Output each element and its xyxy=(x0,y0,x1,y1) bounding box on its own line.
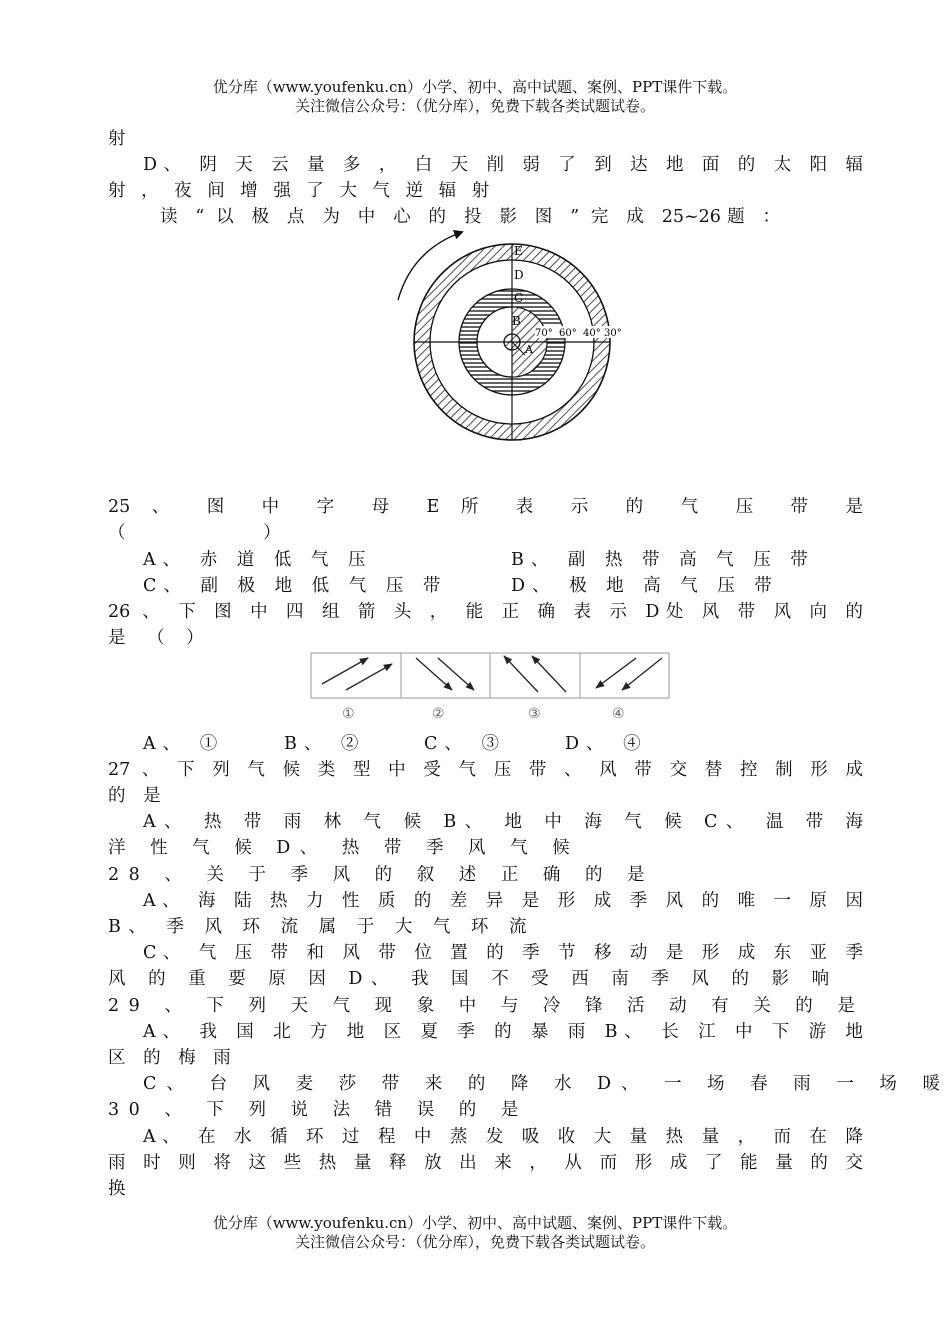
footer-line-2: 关注微信公众号：（优分库），免费下载各类试题试卷。 xyxy=(294,1233,655,1251)
q28-option-b: B、 季 风 环 流 属 于 大 气 环 流 xyxy=(108,917,534,937)
header-line-1: 优分库（www.youfenku.cn）小学、初中、高中试题、案例、PPT课件下载。 xyxy=(212,78,738,96)
q26-stem: 26 、 下 图 中 四 组 箭 头 ， 能 正 确 表 示 D处 风 带 风 向 的 xyxy=(108,602,863,622)
footer-line-1: 优分库（www.youfenku.cn）小学、初中、高中试题、案例、PPT课件下载。 xyxy=(212,1214,738,1232)
q27-stem-cont: 的 是 xyxy=(108,786,167,806)
q26-option-a: A、 ① xyxy=(143,734,225,754)
q25-option-b: B、 副 热 带 高 气 压 带 xyxy=(511,550,815,570)
lat-label-40: 40° xyxy=(583,328,601,339)
arrow-group-4 xyxy=(596,658,662,690)
q30-stem: 30 、 下 列 说 法 错 误 的 是 xyxy=(108,1100,528,1120)
q28-option-a: A、 海 陆 热 力 性 质 的 差 异 是 形 成 季 风 的 唯 一 原 因 xyxy=(143,891,863,911)
lat-label-70: 70° xyxy=(535,328,553,339)
figure-intro: 读 “ 以 极 点 为 中 心 的 投 影 图 ” 完 成 25~26题 ： xyxy=(160,207,780,227)
lat-label-30: 30° xyxy=(604,328,622,339)
arrow-group-2 xyxy=(416,658,474,690)
text-line: 射 xyxy=(108,129,126,149)
q30-option-a-cont: 雨 时 则 将 这 些 热 量 释 放 出 来 ， 从 而 形 成 了 能 量 的 交 xyxy=(108,1153,863,1173)
q28-stem: 28 、 关 于 季 风 的 叙 述 正 确 的 是 xyxy=(108,865,655,885)
text-line: 射 ， 夜 间 增 强 了 大 气 逆 辐 射 xyxy=(108,181,495,201)
q26-option-b: B、 ② xyxy=(284,734,366,754)
q30-option-a-end: 换 xyxy=(108,1179,126,1199)
letter-b: B xyxy=(512,314,521,328)
q25-blank: （ ） xyxy=(108,523,347,543)
arrow-label-3: ③ xyxy=(528,706,541,722)
arrow-label-1: ① xyxy=(342,706,355,722)
arrow-label-4: ④ xyxy=(612,706,625,722)
wind-arrows-figure xyxy=(310,652,672,724)
q30-option-a: A、 在 水 循 环 过 程 中 蒸 发 吸 收 大 量 热 量 ， 而 在 降 xyxy=(143,1127,863,1147)
q29-options: A、 我 国 北 方 地 区 夏 季 的 暴 雨 B、 长 江 中 下 游 地 xyxy=(143,1022,863,1042)
q25-stem: 25 、 图 中 字 母 E 所 表 示 的 气 压 带 是 xyxy=(108,497,863,517)
letter-d: D xyxy=(514,268,524,282)
q26-blank: 是 （ ） xyxy=(108,628,212,648)
arrow-group-3 xyxy=(504,656,566,692)
text-line: D、 阴 天 云 量 多 ， 白 天 削 弱 了 到 达 地 面 的 太 阳 辐 xyxy=(143,155,863,175)
q26-option-c: C、 ③ xyxy=(424,734,506,754)
q26-option-d: D、 ④ xyxy=(565,734,648,754)
q29-options-2: C、 台 风 麦 莎 带 来 的 降 水 D、 一 场 春 雨 一 场 暖 xyxy=(143,1074,950,1094)
q25-option-d: D、 极 地 高 气 压 带 xyxy=(511,576,779,596)
letter-a: A xyxy=(525,343,533,356)
arrow-label-2: ② xyxy=(432,706,445,722)
arrow-group-1 xyxy=(322,658,392,690)
q25-option-c: C、 副 极 地 低 气 压 带 xyxy=(143,576,448,596)
q27-options: A、 热 带 雨 林 气 候 B、 地 中 海 气 候 C、 温 带 海 xyxy=(143,812,863,832)
q27-stem: 27 、 下 列 气 候 类 型 中 受 气 压 带 、 风 带 交 替 控 制 形 成 xyxy=(108,760,863,780)
letter-c: C xyxy=(514,291,524,305)
polar-projection-figure xyxy=(380,225,630,450)
header-line-2: 关注微信公众号：（优分库），免费下载各类试题试卷。 xyxy=(294,97,655,115)
q28-option-c: C、 气 压 带 和 风 带 位 置 的 季 节 移 动 是 形 成 东 亚 季 xyxy=(143,943,863,963)
letter-e: E xyxy=(514,244,523,258)
q29-stem: 29 、 下 列 天 气 现 象 中 与 冷 锋 活 动 有 关 的 是 xyxy=(108,996,865,1016)
q27-options-cont: 洋 性 气 候 D、 热 带 季 风 气 候 xyxy=(108,838,580,858)
q28-option-c-cont: 风 的 重 要 原 因 D、 我 国 不 受 西 南 季 风 的 影 响 xyxy=(108,969,838,989)
lat-label-60: 60° xyxy=(559,328,577,339)
q25-option-a: A、 赤 道 低 气 压 xyxy=(143,550,373,570)
q29-options-cont: 区 的 梅 雨 xyxy=(108,1048,237,1068)
